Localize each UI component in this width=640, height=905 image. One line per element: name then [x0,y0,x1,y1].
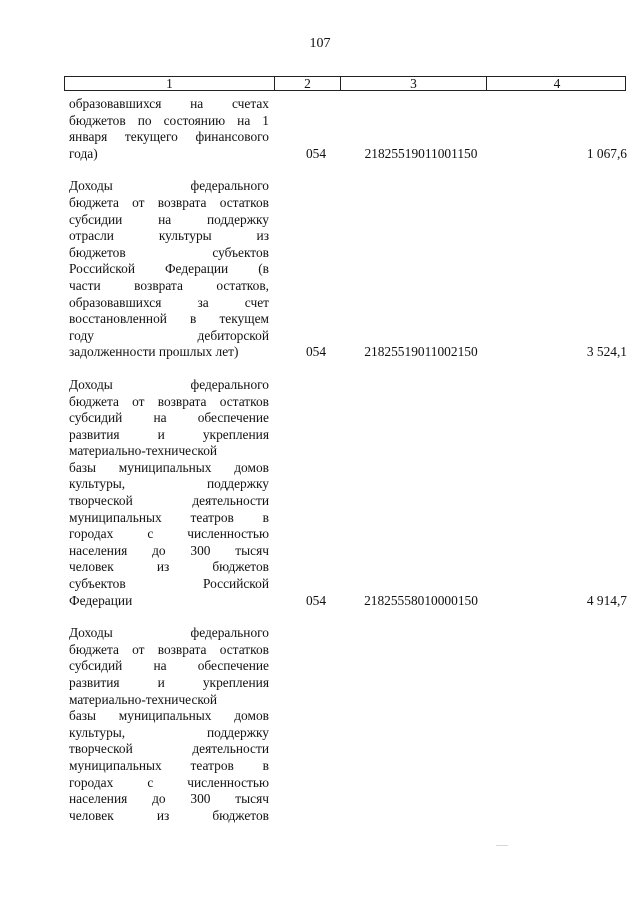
budget-classification-code: 21825519011001150 [364,145,478,161]
column-header-2: 2 [275,77,341,90]
description-line: культуры, поддержку [69,476,269,492]
revenue-description [69,625,269,824]
description-line: человек из бюджетов [69,559,269,575]
description-line: образовавшихся за счет [69,294,269,310]
table-row [69,178,625,361]
revenue-description [69,377,269,609]
description-line: отрасли культуры из [69,228,269,244]
description-line: населения до 300 тысяч [69,542,269,558]
description-line: городах с численностью [69,526,269,542]
description-line: материально-технической [69,691,218,707]
description-line: развития и укрепления [69,426,269,442]
description-line: восстановленной в текущем [69,311,269,327]
administrator-code: 054 [305,145,327,161]
description-line: образовавшихся на счетах [69,96,269,111]
description-line: бюджета от возврата остатков [69,641,269,657]
administrator-code: 054 [305,344,327,360]
description-line: человек из бюджетов [69,807,269,823]
description-line: базы муниципальных домов [69,708,269,724]
description-line: года) [69,145,98,161]
budget-classification-code: 21825558010000150 [364,592,478,608]
description-line: муниципальных театров в [69,757,269,773]
description-line: задолженности прошлых лет) [69,344,239,360]
description-line: муниципальных театров в [69,509,269,525]
description-line: Доходы федерального [69,178,269,194]
description-line: творческой деятельности [69,493,269,509]
column-header-4: 4 [553,76,561,91]
description-line: населения до 300 тысяч [69,791,269,807]
description-line: бюджетов по состоянию на 1 [69,112,269,128]
description-line: субсидий на обеспечение [69,410,269,426]
amount-value: 4 914,7 [586,592,627,608]
revenue-description [69,178,269,361]
amount-value: 1 067,6 [586,145,627,161]
column-header-3: 3 [341,77,487,90]
revenue-description [69,96,269,162]
table-row [69,377,625,609]
description-line: развития и укрепления [69,675,269,690]
description-line: бюджета от возврата остатков [69,393,269,409]
description-line: Доходы федерального [69,625,269,641]
page-number: 107 [309,36,331,51]
amount-value: 3 524,1 [586,344,627,360]
column-header-1: 1 [65,77,275,90]
description-line: городах с численностью [69,774,269,790]
administrator-code: 054 [305,592,327,608]
description-line: субсидии на поддержку [69,211,269,227]
description-line: бюджетов субъектов [69,244,269,260]
description-line: января текущего финансового [69,129,269,145]
description-line: творческой деятельности [69,741,269,757]
description-line: субъектов Российской [69,576,269,592]
scan-artifact [496,845,508,846]
budget-classification-code: 21825519011002150 [364,344,478,360]
description-line: базы муниципальных домов [69,459,269,475]
table-header-row [64,76,626,91]
description-line: субсидий на обеспечение [69,658,269,674]
description-line: материально-технической [69,443,218,459]
description-line: году дебиторской [69,327,269,343]
table-row [69,625,625,824]
description-line: Федерации [69,592,133,608]
description-line: Доходы федерального [69,376,269,392]
description-line: культуры, поддержку [69,724,269,740]
table-row [69,96,625,162]
description-line: части возврата остатков, [69,277,269,293]
description-line: бюджета от возврата остатков [69,194,269,210]
description-line: Российской Федерации (в [69,261,269,277]
table-body [69,96,625,824]
